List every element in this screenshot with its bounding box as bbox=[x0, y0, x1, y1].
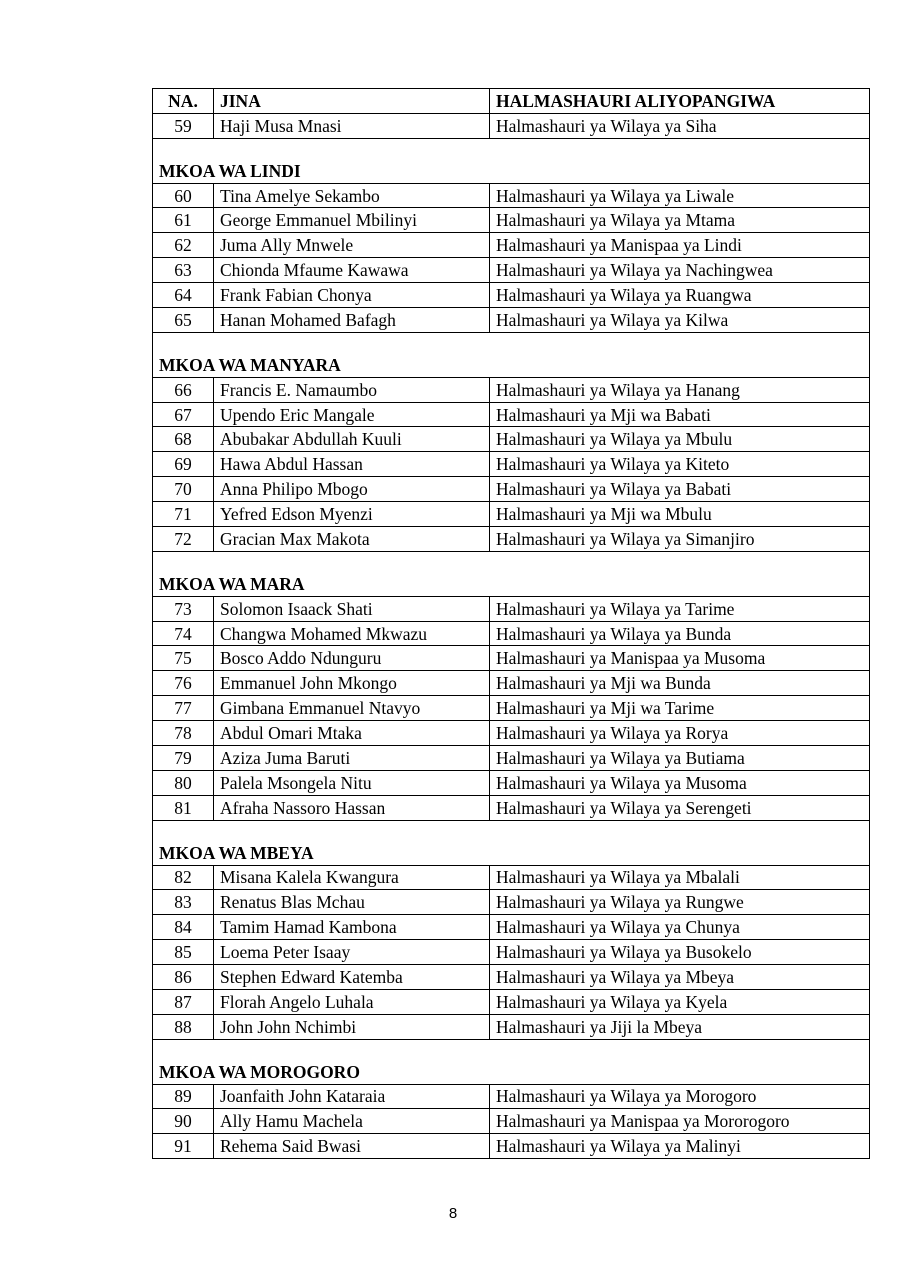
row-number: 86 bbox=[153, 965, 214, 990]
row-council: Halmashauri ya Wilaya ya Chunya bbox=[490, 915, 870, 940]
row-name: Florah Angelo Luhala bbox=[214, 989, 490, 1014]
row-name: Changwa Mohamed Mkwazu bbox=[214, 621, 490, 646]
region-heading: MKOA WA MARA bbox=[153, 572, 870, 596]
row-number: 79 bbox=[153, 746, 214, 771]
table-row bbox=[153, 940, 870, 965]
region-heading-row bbox=[153, 841, 870, 865]
row-council: Halmashauri ya Wilaya ya Mbulu bbox=[490, 427, 870, 452]
table-row bbox=[153, 208, 870, 233]
row-number: 91 bbox=[153, 1134, 214, 1159]
row-name: Yefred Edson Myenzi bbox=[214, 502, 490, 527]
spacer-cell bbox=[153, 820, 870, 840]
spacer-cell bbox=[153, 138, 870, 158]
row-number: 67 bbox=[153, 402, 214, 427]
row-name: Chionda Mfaume Kawawa bbox=[214, 258, 490, 283]
row-number: 59 bbox=[153, 113, 214, 138]
table-row bbox=[153, 795, 870, 820]
row-number: 63 bbox=[153, 258, 214, 283]
row-council: Halmashauri ya Wilaya ya Mtama bbox=[490, 208, 870, 233]
row-council: Halmashauri ya Wilaya ya Ruangwa bbox=[490, 283, 870, 308]
row-name: Loema Peter Isaay bbox=[214, 940, 490, 965]
row-council: Halmashauri ya Manispaa ya Lindi bbox=[490, 233, 870, 258]
row-number: 90 bbox=[153, 1109, 214, 1134]
row-council: Halmashauri ya Wilaya ya Bunda bbox=[490, 621, 870, 646]
table-row bbox=[153, 477, 870, 502]
row-council: Halmashauri ya Wilaya ya Rungwe bbox=[490, 890, 870, 915]
spacer-cell bbox=[153, 551, 870, 571]
row-council: Halmashauri ya Wilaya ya Butiama bbox=[490, 746, 870, 771]
spacer-row bbox=[153, 332, 870, 352]
row-name: John John Nchimbi bbox=[214, 1014, 490, 1039]
row-number: 84 bbox=[153, 915, 214, 940]
row-council: Halmashauri ya Wilaya ya Serengeti bbox=[490, 795, 870, 820]
row-council: Halmashauri ya Wilaya ya Mbeya bbox=[490, 965, 870, 990]
row-council: Halmashauri ya Wilaya ya Morogoro bbox=[490, 1084, 870, 1109]
row-council: Halmashauri ya Wilaya ya Siha bbox=[490, 113, 870, 138]
table-row bbox=[153, 915, 870, 940]
row-council: Halmashauri ya Manispaa ya Musoma bbox=[490, 646, 870, 671]
region-heading-row bbox=[153, 572, 870, 596]
row-number: 65 bbox=[153, 308, 214, 333]
region-heading-row bbox=[153, 353, 870, 377]
table-row bbox=[153, 1014, 870, 1039]
row-name: Afraha Nassoro Hassan bbox=[214, 795, 490, 820]
table-row bbox=[153, 890, 870, 915]
row-council: Halmashauri ya Wilaya ya Simanjiro bbox=[490, 527, 870, 552]
row-number: 69 bbox=[153, 452, 214, 477]
row-number: 66 bbox=[153, 377, 214, 402]
row-name: Abdul Omari Mtaka bbox=[214, 721, 490, 746]
row-name: Ally Hamu Machela bbox=[214, 1109, 490, 1134]
row-council: Halmashauri ya Manispaa ya Mororogoro bbox=[490, 1109, 870, 1134]
spacer-row bbox=[153, 551, 870, 571]
table-row bbox=[153, 989, 870, 1014]
row-name: Aziza Juma Baruti bbox=[214, 746, 490, 771]
row-name: Gracian Max Makota bbox=[214, 527, 490, 552]
row-name: Rehema Said Bwasi bbox=[214, 1134, 490, 1159]
row-council: Halmashauri ya Wilaya ya Musoma bbox=[490, 770, 870, 795]
page-number: 8 bbox=[448, 1205, 458, 1222]
row-name: Frank Fabian Chonya bbox=[214, 283, 490, 308]
row-council: Halmashauri ya Mji wa Babati bbox=[490, 402, 870, 427]
spacer-row bbox=[153, 820, 870, 840]
row-number: 87 bbox=[153, 989, 214, 1014]
spacer-cell bbox=[153, 1039, 870, 1059]
row-name: Renatus Blas Mchau bbox=[214, 890, 490, 915]
row-name: Bosco Addo Ndunguru bbox=[214, 646, 490, 671]
table-row bbox=[153, 427, 870, 452]
row-council: Halmashauri ya Wilaya ya Kilwa bbox=[490, 308, 870, 333]
row-council: Halmashauri ya Wilaya ya Malinyi bbox=[490, 1134, 870, 1159]
row-name: Hanan Mohamed Bafagh bbox=[214, 308, 490, 333]
table-row bbox=[153, 402, 870, 427]
row-council: Halmashauri ya Mji wa Tarime bbox=[490, 696, 870, 721]
row-council: Halmashauri ya Wilaya ya Hanang bbox=[490, 377, 870, 402]
table-row bbox=[153, 233, 870, 258]
row-council: Halmashauri ya Mji wa Bunda bbox=[490, 671, 870, 696]
assignment-table bbox=[152, 88, 870, 1159]
header-number: NA. bbox=[153, 89, 214, 114]
row-number: 83 bbox=[153, 890, 214, 915]
table-row bbox=[153, 646, 870, 671]
row-number: 81 bbox=[153, 795, 214, 820]
table-row bbox=[153, 283, 870, 308]
row-council: Halmashauri ya Wilaya ya Liwale bbox=[490, 183, 870, 208]
row-number: 73 bbox=[153, 596, 214, 621]
table-row bbox=[153, 452, 870, 477]
table-row bbox=[153, 671, 870, 696]
table-row bbox=[153, 865, 870, 890]
spacer-row bbox=[153, 138, 870, 158]
row-number: 68 bbox=[153, 427, 214, 452]
row-number: 71 bbox=[153, 502, 214, 527]
row-name: Tina Amelye Sekambo bbox=[214, 183, 490, 208]
region-heading: MKOA WA MOROGORO bbox=[153, 1060, 870, 1084]
row-number: 72 bbox=[153, 527, 214, 552]
row-name: Misana Kalela Kwangura bbox=[214, 865, 490, 890]
row-number: 64 bbox=[153, 283, 214, 308]
table-row bbox=[153, 770, 870, 795]
row-name: Hawa Abdul Hassan bbox=[214, 452, 490, 477]
row-council: Halmashauri ya Wilaya ya Kyela bbox=[490, 989, 870, 1014]
region-heading: MKOA WA LINDI bbox=[153, 159, 870, 183]
row-number: 85 bbox=[153, 940, 214, 965]
row-number: 77 bbox=[153, 696, 214, 721]
table-row bbox=[153, 527, 870, 552]
table-row bbox=[153, 377, 870, 402]
row-number: 80 bbox=[153, 770, 214, 795]
table-row bbox=[153, 183, 870, 208]
table-row bbox=[153, 746, 870, 771]
row-number: 60 bbox=[153, 183, 214, 208]
header-row bbox=[153, 89, 870, 114]
table-row bbox=[153, 621, 870, 646]
region-heading: MKOA WA MANYARA bbox=[153, 353, 870, 377]
row-name: Solomon Isaack Shati bbox=[214, 596, 490, 621]
row-name: Juma Ally Mnwele bbox=[214, 233, 490, 258]
spacer-row bbox=[153, 1039, 870, 1059]
row-name: Emmanuel John Mkongo bbox=[214, 671, 490, 696]
table-row bbox=[153, 308, 870, 333]
row-number: 75 bbox=[153, 646, 214, 671]
table-body bbox=[153, 89, 870, 1159]
table-row bbox=[153, 1084, 870, 1109]
region-heading-row bbox=[153, 159, 870, 183]
row-number: 78 bbox=[153, 721, 214, 746]
row-council: Halmashauri ya Wilaya ya Rorya bbox=[490, 721, 870, 746]
row-name: Tamim Hamad Kambona bbox=[214, 915, 490, 940]
table-row bbox=[153, 258, 870, 283]
row-number: 61 bbox=[153, 208, 214, 233]
header-name: JINA bbox=[214, 89, 490, 114]
row-name: Gimbana Emmanuel Ntavyo bbox=[214, 696, 490, 721]
row-name: Palela Msongela Nitu bbox=[214, 770, 490, 795]
table-row bbox=[153, 696, 870, 721]
region-heading: MKOA WA MBEYA bbox=[153, 841, 870, 865]
row-name: Anna Philipo Mbogo bbox=[214, 477, 490, 502]
table-row bbox=[153, 1109, 870, 1134]
row-number: 76 bbox=[153, 671, 214, 696]
table-row bbox=[153, 596, 870, 621]
row-name: Abubakar Abdullah Kuuli bbox=[214, 427, 490, 452]
table-row bbox=[153, 502, 870, 527]
row-council: Halmashauri ya Wilaya ya Mbalali bbox=[490, 865, 870, 890]
row-name: Stephen Edward Katemba bbox=[214, 965, 490, 990]
row-council: Halmashauri ya Wilaya ya Kiteto bbox=[490, 452, 870, 477]
table-row bbox=[153, 113, 870, 138]
row-council: Halmashauri ya Wilaya ya Tarime bbox=[490, 596, 870, 621]
row-council: Halmashauri ya Wilaya ya Nachingwea bbox=[490, 258, 870, 283]
row-number: 82 bbox=[153, 865, 214, 890]
row-name: Francis E. Namaumbo bbox=[214, 377, 490, 402]
row-name: Haji Musa Mnasi bbox=[214, 113, 490, 138]
table-row bbox=[153, 965, 870, 990]
row-council: Halmashauri ya Wilaya ya Busokelo bbox=[490, 940, 870, 965]
row-council: Halmashauri ya Mji wa Mbulu bbox=[490, 502, 870, 527]
row-council: Halmashauri ya Wilaya ya Babati bbox=[490, 477, 870, 502]
row-name: George Emmanuel Mbilinyi bbox=[214, 208, 490, 233]
row-number: 70 bbox=[153, 477, 214, 502]
region-heading-row bbox=[153, 1060, 870, 1084]
row-council: Halmashauri ya Jiji la Mbeya bbox=[490, 1014, 870, 1039]
row-name: Upendo Eric Mangale bbox=[214, 402, 490, 427]
row-name: Joanfaith John Kataraia bbox=[214, 1084, 490, 1109]
row-number: 74 bbox=[153, 621, 214, 646]
header-council: HALMASHAURI ALIYOPANGIWA bbox=[490, 89, 870, 114]
row-number: 89 bbox=[153, 1084, 214, 1109]
row-number: 62 bbox=[153, 233, 214, 258]
row-number: 88 bbox=[153, 1014, 214, 1039]
spacer-cell bbox=[153, 332, 870, 352]
table-row bbox=[153, 1134, 870, 1159]
table-row bbox=[153, 721, 870, 746]
